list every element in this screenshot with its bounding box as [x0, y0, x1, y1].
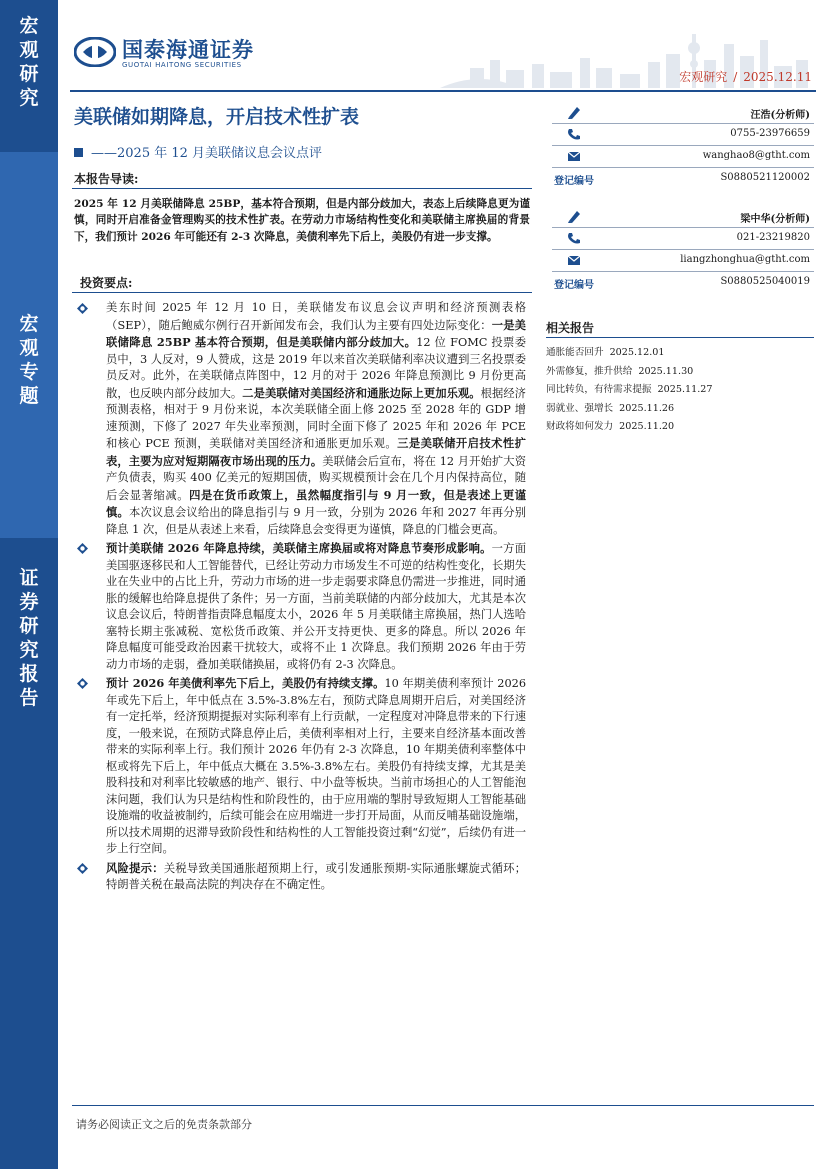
analyst-email: liangzhonghua@gtht.com: [680, 254, 810, 265]
investment-points: [76, 300, 526, 896]
bullet-text: 关税导致美国通胀超预期上行，或引发通胀预期-实际通胀螺旋式循环；特朗普关税在最高法院的判决存在不确定性。: [106, 861, 526, 891]
logo-mark-icon: [74, 37, 116, 67]
investment-bullet: [76, 300, 526, 538]
related-report-title: 外需修复，推升供给: [546, 365, 633, 377]
related-report-title: 同比转负，有待需求提振: [546, 384, 652, 396]
investment-bullet: [76, 860, 526, 894]
band-char: 专: [19, 361, 39, 383]
bullet-bold-text: 四是在货币政策上，虽然幅度指引与 9 月一致，但是表述上更谨慎。: [106, 487, 526, 519]
bullet-bold-text: 风险提示：: [106, 860, 164, 875]
bullet-text: 美联储会后宣布，将在 12 月开始扩大资产负债表，购买 400 亿美元的短期国债，购买规模预计会在几个月内保持高位，随后会显著缩减。: [106, 454, 526, 502]
related-report-item[interactable]: [546, 381, 814, 400]
analyst-phone-row: [552, 126, 814, 144]
related-report-date: 2025.12.01: [609, 347, 665, 358]
analyst-divider: [552, 123, 814, 124]
band-char: 究: [19, 87, 39, 109]
report-date: 2025.12.11: [743, 70, 812, 84]
band-char: 研: [19, 615, 39, 637]
bullet-bold-text: 三是美联储开启技术性扩表，主要为应对短期隔夜市场出现的压力。: [106, 436, 526, 468]
bullet-bold-text: 预计 2026 年美债利率先下后上，美股仍有持续支撑。: [106, 676, 385, 690]
guide-heading: 本报告导读:: [74, 172, 139, 186]
related-report-date: 2025.11.30: [638, 365, 694, 377]
mail-icon: [566, 149, 582, 164]
bullet-mark-icon: [76, 677, 89, 690]
band-char: 研: [19, 63, 39, 85]
report-subtitle-text: ——2025 年 12 月美联储议息会议点评: [91, 146, 323, 161]
analyst-card: [552, 208, 814, 291]
analyst-email: wanghao8@gtht.com: [702, 150, 810, 161]
band-char: 观: [19, 39, 39, 61]
report-meta: [679, 68, 812, 85]
analyst-divider: [552, 271, 814, 272]
investment-divider: [72, 292, 532, 293]
band-char: 告: [19, 687, 39, 709]
investment-heading: 投资要点:: [80, 276, 133, 290]
related-report-date: 2025.11.20: [619, 421, 675, 433]
analyst-divider: [552, 167, 814, 168]
pen-icon: [566, 209, 582, 224]
logo-text-en: GUOTAI HAITONG SECURITIES: [122, 61, 242, 69]
pen-icon: [566, 105, 582, 120]
bullet-mark-icon: [76, 302, 89, 315]
bullet-mark-icon: [76, 862, 89, 875]
report-category: 宏观研究: [679, 70, 728, 84]
related-heading: 相关报告: [546, 321, 595, 335]
analyst-name: 汪浩(分析师): [750, 110, 810, 121]
related-report-item[interactable]: [546, 400, 814, 419]
analyst-email-row: [552, 148, 814, 166]
analyst-reg-label: 登记编号: [554, 176, 594, 187]
bullet-text: 12 位 FOMC 投票委员中，3 人反对，9 人赞成，这是 2019 年以来首次美联储利率决议遭到三名投票委员反对。此外，在美联储点阵图中，12 月的对于 2026 年降息预测比 9 月份更高散，也反映内部分歧加大。: [106, 336, 526, 400]
bullet-bold-text: 预计美联储 2026 年降息持续，美联储主席换届或将对降息节奏形成影响。: [106, 541, 492, 555]
band-char: 报: [19, 663, 39, 685]
related-report-date: 2025.11.26: [619, 402, 675, 414]
phone-icon: [566, 127, 582, 142]
company-logo: [70, 30, 280, 80]
bullet-text: 美东时间 2025 年 12 月 10 日，美联储发布议息会议声明和经济预测表格（SEP），随后鲍威尔例行召开新闻发布会，我们认为主要有四处边际变化：: [106, 301, 526, 332]
band-report-type: [0, 538, 58, 1169]
header-divider: [70, 90, 816, 92]
analyst-name-row: [552, 104, 814, 122]
analyst-name: 梁中华(分析师): [740, 214, 810, 225]
analyst-phone: 021-23219820: [736, 232, 810, 243]
analyst-email-row: [552, 252, 814, 270]
analyst-card: [552, 104, 814, 187]
analyst-name-row: [552, 208, 814, 226]
band-char: 券: [19, 591, 39, 613]
band-char: 究: [19, 639, 39, 661]
bullet-text: 一方面美国驱逐移民和人工智能替代，已经让劳动力市场发生不可逆的结构性变化，长期失业在失业中的占比上升，劳动力市场的进一步走弱要求降息仍需进一步推进，同时通胀的缓解也给降息提供了条件；另一方面，当前美联储的内部分歧加大，尤其是本次议息会议后，特朗普指责降息幅度太小，2026 年 5 月美联储主席换届，热门人选哈塞特长期主张减税、宽松货币政策、并公开支持更快、更多的降息。所以 2026 年降息幅度可能受政治因素干扰较大，或将不止 1 次降息。我们预期 2026 年由于劳动力市场的走弱，叠加美联储换届，或将仍有 2-3 次降息。: [106, 542, 526, 671]
footer-disclaimer: 请务必阅读正文之后的免责条款部分: [76, 1118, 252, 1131]
report-title: 美联储如期降息，开启技术性扩表: [74, 106, 360, 128]
related-list: [546, 344, 814, 437]
related-report-title: 弱就业、强增长: [546, 402, 614, 414]
related-report-item[interactable]: [546, 363, 814, 382]
related-divider: [546, 337, 814, 338]
report-subtitle: [74, 142, 322, 161]
analyst-reg-row: [552, 274, 814, 292]
related-report-item[interactable]: [546, 344, 814, 363]
bullet-mark-icon: [76, 542, 89, 555]
band-char: 宏: [19, 15, 39, 37]
meta-separator: /: [733, 70, 738, 84]
analyst-divider: [552, 249, 814, 250]
related-report-title: 通胀能否回升: [546, 347, 604, 358]
band-topic: [0, 152, 58, 538]
phone-icon: [566, 231, 582, 246]
band-char: 观: [19, 337, 39, 359]
analyst-divider: [552, 227, 814, 228]
investment-bullet: [76, 675, 526, 858]
square-bullet-icon: [74, 148, 83, 157]
guide-divider: [72, 188, 532, 189]
bullet-bold-text: 二是美联储对美国经济和通胀边际上更加乐观。: [242, 385, 481, 400]
bullet-text: 10 年期美债利率预计 2026 年或先下后上，年中低点在 3.5%-3.8%左右，预防式降息周期开启后，对美国经济有一定托举，经济预期提振对实际利率有上行贡献，一定程度对冲降息带来的下行速度，一般来说，在预防式降息停止后，美债利率相对上行，主要来自经济基本面改善带来的实际利率上行。我们预计 2026 年仍有 2-3 次降息，10 年期美债利率整体中枢或将先下后上，年中低点大概在 3.5%-3.8%左右。美股仍有持续支撑，尤其是美股科技和对利率比较敏感的地产、银行、中小盘等板块。当前市场担心的人工智能泡沫问题，我们认为只是结构性和阶段性的，由于应用端的掣肘导致短期人工智能基础设施端的收益被制约，后续可能会在应用端进一步打开局面，从而反哺基础设施端，所以技术周期的迟滞导致阶段性和结构性的人工智能投资过剩“幻觉”，后续仍有进一步上行空间。: [106, 677, 527, 855]
band-char: 宏: [19, 313, 39, 335]
analyst-phone: 0755-23976659: [730, 128, 810, 139]
band-research-type: [0, 0, 58, 152]
footer-divider: [72, 1105, 814, 1106]
analyst-reg-row: [552, 170, 814, 188]
page-header: [70, 30, 820, 90]
mail-icon: [566, 253, 582, 268]
related-report-item[interactable]: [546, 418, 814, 437]
bullet-text: 根据经济预测表格，相对于 9 月份来说，本次美联储全面上修 2025 至 2028 年的 GDP 增速预测，下修了 2027 年失业率预测，同时全面下修了 2025 年和 2026 年 PCE 和核心 PCE 预测，美联储对美国经济和通胀更加乐观。: [106, 386, 526, 450]
related-report-date: 2025.11.27: [657, 384, 713, 396]
analyst-reg-no: S0880521120002: [720, 172, 810, 183]
analyst-phone-row: [552, 230, 814, 248]
guide-text: 2025 年 12 月美联储降息 25BP，基本符合预期，但是内部分歧加大，表态上后续降息更为谨慎，同时开启准备金管理购买的技术性扩表。在劳动力市场结构性变化和美联储主席换届的背景下，我们预计 2026 年可能还有 2-3 次降息，美债利率先下后上，美股仍有进一步支撑。: [74, 198, 530, 243]
bullet-bold-text: 一是美联储降息 25BP 基本符合预期，但是美联储内部分歧加大。: [106, 317, 526, 349]
band-char: 证: [19, 567, 39, 589]
analyst-divider: [552, 145, 814, 146]
analyst-reg-no: S0880525040019: [720, 276, 810, 287]
band-char: 题: [19, 385, 39, 407]
investment-bullet: [76, 540, 526, 673]
analyst-reg-label: 登记编号: [554, 280, 594, 291]
logo-text-cn: 国泰海通证券: [122, 38, 254, 62]
side-band: [0, 0, 58, 1169]
related-report-title: 财政将如何发力: [546, 421, 614, 433]
bullet-text: 本次议息会议给出的降息指引与 9 月一致，分别为 2026 年和 2027 年再分别降息 1 次，但是从表述上来看，后续降息会变得更为谨慎，降息的门槛会更高。: [106, 506, 526, 536]
